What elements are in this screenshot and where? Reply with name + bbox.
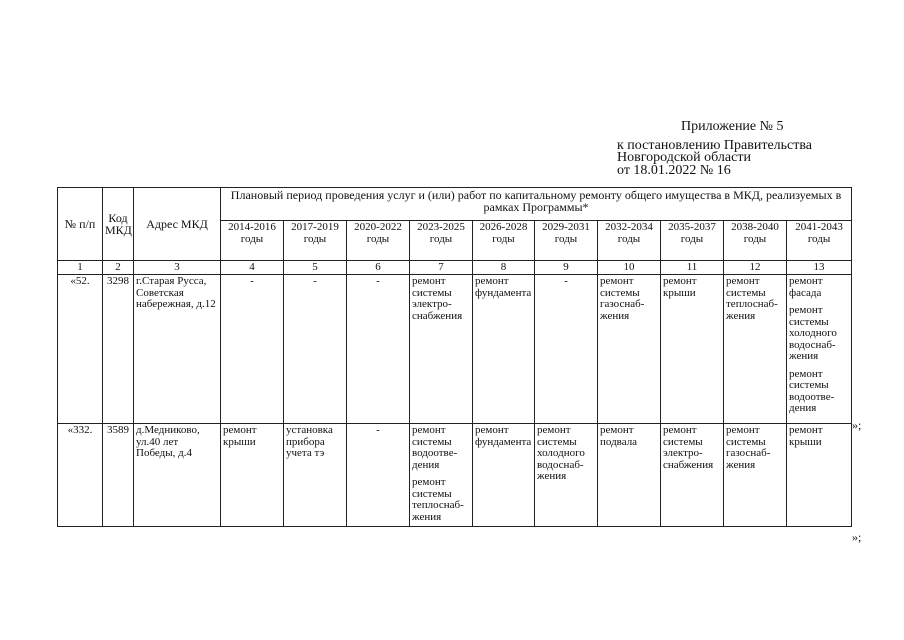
- table-row: [58, 275, 852, 424]
- column-number: 9: [535, 261, 598, 275]
- column-number: 10: [598, 261, 661, 275]
- period-header: 2014-2016 годы: [221, 221, 284, 261]
- column-number: 7: [410, 261, 473, 275]
- column-number: 5: [284, 261, 347, 275]
- work-cell: [284, 424, 347, 527]
- resolution-line-2: Новгородской области: [617, 150, 751, 165]
- building-code: 3589: [103, 424, 134, 527]
- work-item: ремонт системы газоснаб-жения: [600, 275, 645, 322]
- capital-repair-table: [57, 187, 852, 527]
- period-header: 2020-2022 годы: [347, 221, 410, 261]
- work-item: -: [564, 275, 568, 287]
- work-cell: [661, 424, 724, 527]
- period-header: 2035-2037 годы: [661, 221, 724, 261]
- row-number: «332.: [58, 424, 103, 527]
- period-header: 2032-2034 годы: [598, 221, 661, 261]
- building-address: г.Старая Русса, Советская набережная, д.12: [134, 275, 221, 424]
- work-cell: [661, 275, 724, 424]
- column-number: 2: [103, 261, 134, 275]
- work-cell: [787, 275, 852, 424]
- header-plan-period: Плановый период проведения услуг и (или) работ по капитальному ремонту общего имущества в МКД, реализуемых в рамках Программы*: [221, 188, 852, 221]
- appendix-title: Приложение № 5: [681, 119, 784, 134]
- work-cell: [473, 424, 535, 527]
- work-item: -: [313, 275, 317, 287]
- header-number: № п/п: [58, 188, 103, 261]
- column-number-row: [58, 261, 852, 275]
- building-code: 3298: [103, 275, 134, 424]
- column-number: 11: [661, 261, 724, 275]
- work-item: -: [250, 275, 254, 287]
- work-cell: [410, 275, 473, 424]
- column-number: 8: [473, 261, 535, 275]
- period-header: 2029-2031 годы: [535, 221, 598, 261]
- period-header: 2017-2019 годы: [284, 221, 347, 261]
- work-item: ремонт системы электро-снабжения: [412, 275, 463, 322]
- work-item: ремонт системы электро-снабжения: [663, 424, 714, 471]
- work-item: ремонт фундамента: [475, 424, 532, 448]
- period-header: 2023-2025 годы: [410, 221, 473, 261]
- table-row: [58, 424, 852, 527]
- column-number: 3: [134, 261, 221, 275]
- work-item: ремонт системы водоотве-дения: [789, 367, 835, 414]
- work-cell: [535, 275, 598, 424]
- column-number: 4: [221, 261, 284, 275]
- work-cell: [473, 275, 535, 424]
- work-cell: [535, 424, 598, 527]
- column-number: 12: [724, 261, 787, 275]
- work-cell: [598, 424, 661, 527]
- work-item: ремонт системы теплоснаб-жения: [726, 275, 778, 322]
- work-item: установка прибора учета тэ: [286, 424, 333, 459]
- building-address: д.Медниково, ул.40 лет Победы, д.4: [134, 424, 221, 527]
- column-number: 1: [58, 261, 103, 275]
- work-item: ремонт системы газоснаб-жения: [726, 424, 771, 471]
- work-item: ремонт системы водоотве-дения: [412, 424, 458, 471]
- row-number: «52.: [58, 275, 103, 424]
- work-item: ремонт системы теплоснаб-жения: [412, 476, 464, 523]
- work-cell: [347, 424, 410, 527]
- header-address: Адрес МКД: [134, 188, 221, 261]
- period-header: 2041-2043 годы: [787, 221, 852, 261]
- column-number: 6: [347, 261, 410, 275]
- work-item: ремонт фундамента: [475, 275, 532, 299]
- work-cell: [598, 275, 661, 424]
- work-item: ремонт крыши: [789, 424, 823, 448]
- work-item: -: [376, 275, 380, 287]
- work-cell: [724, 275, 787, 424]
- header-code: Код МКД: [103, 188, 134, 261]
- work-cell: [724, 424, 787, 527]
- work-cell: [347, 275, 410, 424]
- row-end-mark: »;: [852, 418, 862, 432]
- resolution-line-1: к постановлению Правительства: [617, 138, 813, 153]
- work-item: ремонт крыши: [663, 275, 697, 299]
- work-cell: [221, 424, 284, 527]
- period-header: 2038-2040 годы: [724, 221, 787, 261]
- work-item: ремонт крыши: [223, 424, 257, 448]
- work-item: -: [376, 424, 380, 436]
- work-item: ремонт фасада: [789, 275, 823, 299]
- work-item: ремонт системы холодного водоснаб-жения: [789, 304, 837, 362]
- column-number: 13: [787, 261, 852, 275]
- work-cell: [410, 424, 473, 527]
- work-cell: [284, 275, 347, 424]
- resolution-date-line: от 18.01.2022 № 16: [617, 163, 731, 178]
- work-item: ремонт системы холодного водоснаб-жения: [537, 424, 585, 482]
- period-header: 2026-2028 годы: [473, 221, 535, 261]
- work-cell: [221, 275, 284, 424]
- row-end-mark: »;: [852, 530, 862, 544]
- work-cell: [787, 424, 852, 527]
- work-item: ремонт подвала: [600, 424, 638, 448]
